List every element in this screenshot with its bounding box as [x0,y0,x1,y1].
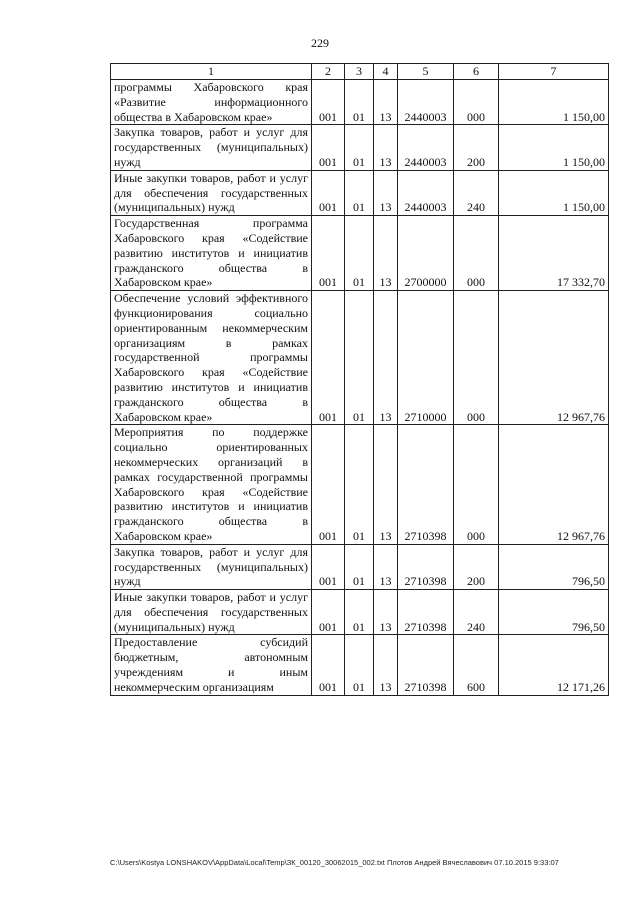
column-header-6: 6 [454,64,499,80]
subsection-code: 13 [374,216,398,291]
section-code: 01 [345,635,374,695]
row-name: программы Хабаровского края «Развитие информационного общества в Хабаровском крае» [111,80,312,125]
subsection-code: 13 [374,544,398,589]
target-article-code: 2440003 [398,125,454,170]
page-number: 229 [311,36,329,50]
file-path-footer: C:\Users\Kostya LONSHAKOV\AppData\Local\Temp\ЗК_00120_30062015_002.txt Плотов Андрей Вячеславович 07.10.2015 9:33:07 [110,858,559,867]
section-code: 01 [345,590,374,635]
amount: 1 150,00 [499,170,609,215]
amount: 12 171,26 [499,635,609,695]
ministry-code: 001 [312,80,345,125]
amount: 796,50 [499,544,609,589]
ministry-code: 001 [312,291,345,425]
table-row [111,291,609,425]
section-code: 01 [345,80,374,125]
target-article-code: 2700000 [398,216,454,291]
amount: 12 967,76 [499,425,609,544]
table-row [111,635,609,695]
budget-table [110,63,609,696]
table-row [111,216,609,291]
table-row [111,544,609,589]
subsection-code: 13 [374,635,398,695]
section-code: 01 [345,170,374,215]
row-name: Иные закупки товаров, работ и услуг для обеспечения государственных (муниципальных) нужд [111,170,312,215]
section-code: 01 [345,125,374,170]
table-header-row [111,64,609,80]
amount: 1 150,00 [499,125,609,170]
target-article-code: 2710398 [398,590,454,635]
subsection-code: 13 [374,125,398,170]
row-name: Закупка товаров, работ и услуг для государственных (муниципальных) нужд [111,544,312,589]
table-row [111,125,609,170]
section-code: 01 [345,216,374,291]
amount: 17 332,70 [499,216,609,291]
amount: 12 967,76 [499,291,609,425]
ministry-code: 001 [312,590,345,635]
subsection-code: 13 [374,425,398,544]
subsection-code: 13 [374,291,398,425]
column-header-4: 4 [374,64,398,80]
ministry-code: 001 [312,170,345,215]
ministry-code: 001 [312,425,345,544]
ministry-code: 001 [312,216,345,291]
target-article-code: 2710000 [398,291,454,425]
target-article-code: 2710398 [398,425,454,544]
table-row [111,425,609,544]
section-code: 01 [345,291,374,425]
table-row [111,80,609,125]
row-name: Мероприятия по поддержке социально ориентированных некоммерческих организаций в рамках государственной программы Хабаровского края «Содействие развитию институтов и инициатив гражданского общества в Хабаровском крае» [111,425,312,544]
ministry-code: 001 [312,635,345,695]
table-row [111,590,609,635]
expense-type-code: 000 [454,291,499,425]
column-header-7: 7 [499,64,609,80]
section-code: 01 [345,544,374,589]
target-article-code: 2710398 [398,544,454,589]
column-header-2: 2 [312,64,345,80]
column-header-1: 1 [111,64,312,80]
row-name: Обеспечение условий эффективного функционирования социально ориентированным некоммерческим организациям в рамках государственной программы Хабаровского края «Содействие развитию институтов и инициатив гражданского общества в Хабаровском крае» [111,291,312,425]
subsection-code: 13 [374,170,398,215]
section-code: 01 [345,425,374,544]
row-name: Предоставление субсидий бюджетным, автономным учреждениям и иным некоммерческим организациям [111,635,312,695]
column-header-3: 3 [345,64,374,80]
target-article-code: 2440003 [398,170,454,215]
table-row [111,170,609,215]
expense-type-code: 600 [454,635,499,695]
ministry-code: 001 [312,544,345,589]
target-article-code: 2440003 [398,80,454,125]
expense-type-code: 200 [454,544,499,589]
row-name: Государственная программа Хабаровского края «Содействие развитию институтов и инициатив гражданского общества в Хабаровском крае» [111,216,312,291]
target-article-code: 2710398 [398,635,454,695]
row-name: Закупка товаров, работ и услуг для государственных (муниципальных) нужд [111,125,312,170]
amount: 796,50 [499,590,609,635]
expense-type-code: 000 [454,80,499,125]
expense-type-code: 000 [454,216,499,291]
expense-type-code: 240 [454,170,499,215]
row-name: Иные закупки товаров, работ и услуг для обеспечения государственных (муниципальных) нужд [111,590,312,635]
expense-type-code: 240 [454,590,499,635]
column-header-5: 5 [398,64,454,80]
expense-type-code: 000 [454,425,499,544]
expense-type-code: 200 [454,125,499,170]
subsection-code: 13 [374,590,398,635]
amount: 1 150,00 [499,80,609,125]
subsection-code: 13 [374,80,398,125]
ministry-code: 001 [312,125,345,170]
